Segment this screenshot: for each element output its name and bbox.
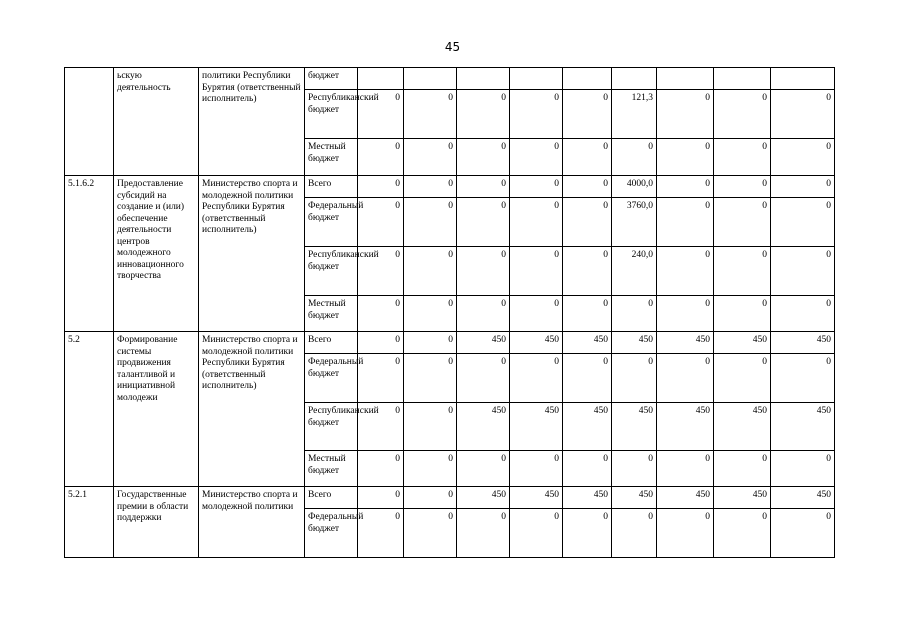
value-cell: 0 (714, 296, 771, 332)
value-cell: 0 (510, 198, 563, 247)
table-row (65, 68, 835, 90)
value-cell: 0 (563, 451, 612, 487)
value-cell: 0 (404, 247, 457, 296)
value-cell: 0 (657, 451, 714, 487)
row-name: Государственные премии в области поддержки (114, 487, 199, 558)
value-cell: 0 (657, 296, 714, 332)
table-row (65, 176, 835, 198)
value-cell: 0 (714, 354, 771, 403)
value-cell: 0 (563, 139, 612, 176)
value-cell: 0 (457, 509, 510, 558)
funding-source: Всего (305, 332, 358, 354)
funding-source: Всего (305, 176, 358, 198)
value-cell: 0 (714, 509, 771, 558)
value-cell (510, 68, 563, 90)
value-cell: 0 (657, 354, 714, 403)
value-cell: 0 (510, 139, 563, 176)
value-cell: 0 (457, 296, 510, 332)
value-cell: 0 (404, 403, 457, 451)
funding-source: Местный бюджет (305, 296, 358, 332)
value-cell: 0 (612, 509, 657, 558)
value-cell: 0 (612, 296, 657, 332)
value-cell: 0 (714, 198, 771, 247)
value-cell: 0 (358, 509, 404, 558)
value-cell: 0 (657, 198, 714, 247)
value-cell: 0 (510, 354, 563, 403)
value-cell (358, 68, 404, 90)
value-cell: 450 (563, 332, 612, 354)
funding-source: Местный бюджет (305, 451, 358, 487)
value-cell: 0 (457, 139, 510, 176)
value-cell: 450 (771, 487, 835, 509)
value-cell: 0 (404, 139, 457, 176)
value-cell: 0 (358, 354, 404, 403)
row-code: 5.2 (65, 332, 114, 487)
value-cell: 0 (771, 509, 835, 558)
value-cell: 450 (612, 332, 657, 354)
value-cell: 450 (510, 487, 563, 509)
value-cell: 0 (358, 403, 404, 451)
value-cell: 121,3 (612, 90, 657, 139)
value-cell: 0 (563, 296, 612, 332)
value-cell: 0 (510, 247, 563, 296)
value-cell: 4000,0 (612, 176, 657, 198)
row-name: ьскую деятельность (114, 68, 199, 176)
value-cell: 0 (771, 198, 835, 247)
funding-source: Всего (305, 487, 358, 509)
row-code: 5.2.1 (65, 487, 114, 558)
value-cell: 0 (612, 139, 657, 176)
value-cell: 450 (457, 403, 510, 451)
value-cell: 450 (510, 403, 563, 451)
value-cell: 0 (563, 90, 612, 139)
value-cell (657, 68, 714, 90)
value-cell: 0 (714, 451, 771, 487)
funding-source: Республиканский бюджет (305, 247, 358, 296)
funding-source: Федеральный бюджет (305, 354, 358, 403)
row-executor: Министерство спорта и молодежной политики (199, 487, 305, 558)
value-cell: 450 (612, 487, 657, 509)
value-cell: 0 (771, 296, 835, 332)
value-cell: 450 (563, 487, 612, 509)
funding-source: Республиканский бюджет (305, 90, 358, 139)
value-cell: 450 (563, 403, 612, 451)
value-cell: 0 (404, 176, 457, 198)
value-cell: 450 (771, 332, 835, 354)
value-cell: 450 (457, 332, 510, 354)
value-cell: 0 (457, 451, 510, 487)
value-cell: 0 (457, 176, 510, 198)
funding-source: бюджет (305, 68, 358, 90)
row-executor: Министерство спорта и молодежной политики Республики Бурятия (ответственный исполнитель) (199, 332, 305, 487)
value-cell: 0 (771, 176, 835, 198)
value-cell: 0 (714, 139, 771, 176)
value-cell: 450 (657, 487, 714, 509)
value-cell: 450 (612, 403, 657, 451)
value-cell: 0 (404, 509, 457, 558)
value-cell: 0 (510, 451, 563, 487)
value-cell: 0 (510, 90, 563, 139)
value-cell: 0 (563, 247, 612, 296)
row-executor: Министерство спорта и молодежной политики Республики Бурятия (ответственный исполнитель) (199, 176, 305, 332)
funding-source: Федеральный бюджет (305, 509, 358, 558)
value-cell (457, 68, 510, 90)
value-cell: 0 (358, 90, 404, 139)
value-cell (612, 68, 657, 90)
value-cell: 450 (771, 403, 835, 451)
value-cell: 0 (510, 176, 563, 198)
value-cell: 0 (771, 451, 835, 487)
funding-source: Республиканский бюджет (305, 403, 358, 451)
value-cell: 0 (657, 176, 714, 198)
value-cell: 0 (771, 247, 835, 296)
funding-source: Местный бюджет (305, 139, 358, 176)
value-cell: 0 (457, 90, 510, 139)
value-cell: 450 (714, 332, 771, 354)
value-cell: 0 (358, 487, 404, 509)
value-cell: 450 (714, 403, 771, 451)
value-cell: 0 (404, 487, 457, 509)
row-name: Предоставление субсидий на создание и (или) обеспечение деятельности центров молодежного инновационного творчества (114, 176, 199, 332)
value-cell: 0 (358, 139, 404, 176)
value-cell: 0 (358, 176, 404, 198)
value-cell: 0 (657, 509, 714, 558)
value-cell: 0 (714, 176, 771, 198)
value-cell: 0 (404, 90, 457, 139)
value-cell: 0 (563, 509, 612, 558)
value-cell: 0 (714, 247, 771, 296)
value-cell: 0 (714, 90, 771, 139)
funding-source: Федеральный бюджет (305, 198, 358, 247)
value-cell: 0 (771, 139, 835, 176)
value-cell: 0 (404, 198, 457, 247)
value-cell: 3760,0 (612, 198, 657, 247)
value-cell: 0 (404, 354, 457, 403)
value-cell: 0 (457, 354, 510, 403)
value-cell: 0 (358, 451, 404, 487)
row-name: Формирование системы продвижения талантливой и инициативной молодежи (114, 332, 199, 487)
value-cell: 0 (358, 198, 404, 247)
budget-table (64, 67, 835, 558)
value-cell: 0 (563, 198, 612, 247)
value-cell: 0 (358, 296, 404, 332)
value-cell: 450 (657, 403, 714, 451)
value-cell: 0 (404, 451, 457, 487)
value-cell (771, 68, 835, 90)
value-cell: 0 (612, 354, 657, 403)
row-code (65, 68, 114, 176)
value-cell: 450 (457, 487, 510, 509)
row-executor: политики Республики Бурятия (ответственный исполнитель) (199, 68, 305, 176)
value-cell: 450 (510, 332, 563, 354)
value-cell: 0 (657, 90, 714, 139)
value-cell: 0 (612, 451, 657, 487)
value-cell: 0 (657, 247, 714, 296)
value-cell: 0 (457, 247, 510, 296)
table-row (65, 332, 835, 354)
value-cell: 450 (657, 332, 714, 354)
value-cell: 0 (457, 198, 510, 247)
value-cell: 0 (404, 332, 457, 354)
value-cell (563, 68, 612, 90)
table-row (65, 487, 835, 509)
value-cell: 0 (404, 296, 457, 332)
page-number: 45 (444, 40, 461, 54)
row-code: 5.1.6.2 (65, 176, 114, 332)
value-cell: 0 (657, 139, 714, 176)
value-cell (714, 68, 771, 90)
value-cell: 0 (771, 354, 835, 403)
value-cell: 0 (358, 247, 404, 296)
value-cell: 0 (510, 296, 563, 332)
value-cell: 0 (358, 332, 404, 354)
value-cell (404, 68, 457, 90)
value-cell: 0 (563, 354, 612, 403)
value-cell: 450 (714, 487, 771, 509)
value-cell: 0 (563, 176, 612, 198)
value-cell: 0 (510, 509, 563, 558)
value-cell: 240,0 (612, 247, 657, 296)
value-cell: 0 (771, 90, 835, 139)
